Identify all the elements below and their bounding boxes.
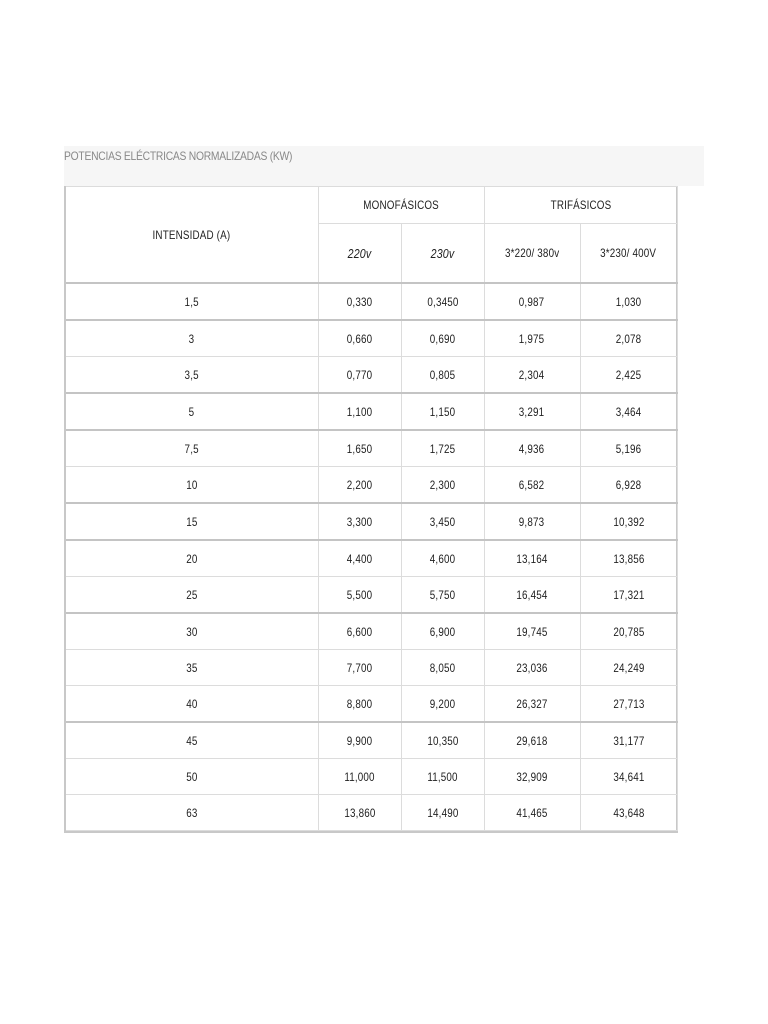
cell-400v-value: 31,177 [612,733,645,748]
cell-380v-value: 26,327 [516,696,548,711]
cell-220v [318,577,401,614]
cell-230v [401,283,484,320]
table-row [65,722,677,759]
header-230v-label: 230v [430,245,455,261]
cell-220v [318,650,401,686]
header-monofasicos [318,187,484,224]
cell-380v [484,613,580,650]
cell-380v [484,722,580,759]
cell-400v [580,357,677,394]
cell-380v [484,430,580,467]
cell-400v-value: 34,641 [612,769,645,784]
table-row [65,430,677,467]
cell-230v-value: 10,350 [426,733,459,748]
cell-380v [484,283,580,320]
cell-intensidad [65,613,318,650]
cell-400v [580,467,677,504]
cell-400v [580,393,677,430]
cell-220v-value: 4,400 [346,551,373,566]
cell-380v-value: 2,304 [519,367,545,382]
header-380v [484,224,580,284]
cell-intensidad [65,393,318,430]
cell-400v-value: 27,713 [612,696,645,711]
cell-400v-value: 17,321 [612,587,645,602]
cell-220v [318,540,401,577]
cell-400v [580,686,677,723]
cell-220v-value: 7,700 [346,660,373,675]
cell-intensidad-value: 63 [186,805,198,820]
cell-intensidad [65,503,318,540]
table-caption-bar [64,146,704,186]
cell-230v [401,722,484,759]
table-row [65,357,677,394]
table-row [65,613,677,650]
table-caption: POTENCIAS ELÉCTRICAS NORMALIZADAS (KW) [64,149,293,163]
cell-intensidad [65,577,318,614]
cell-400v-value: 20,785 [612,624,645,639]
cell-380v [484,320,580,357]
cell-230v [401,540,484,577]
cell-400v [580,759,677,795]
cell-intensidad [65,650,318,686]
cell-intensidad [65,357,318,394]
cell-230v [401,577,484,614]
header-intensidad [65,187,318,284]
cell-380v-value: 23,036 [516,660,548,675]
cell-intensidad-value: 3 [188,331,195,346]
cell-220v [318,467,401,504]
cell-230v-value: 0,690 [429,331,456,346]
cell-intensidad-value: 15 [186,514,198,529]
cell-230v [401,357,484,394]
cell-380v [484,357,580,394]
cell-230v-value: 2,300 [429,477,456,492]
cell-intensidad-value: 25 [186,587,198,602]
cell-400v-value: 1,030 [615,294,642,309]
cell-230v [401,613,484,650]
cell-380v [484,467,580,504]
cell-intensidad-value: 3,5 [184,367,199,382]
cell-intensidad-value: 5 [188,404,195,419]
header-220v-label: 220v [347,245,372,261]
cell-380v [484,795,580,831]
cell-400v [580,283,677,320]
cell-400v-value: 24,249 [612,660,645,675]
cell-400v-value: 2,078 [615,331,642,346]
cell-intensidad-value: 30 [186,624,198,639]
cell-220v-value: 2,200 [346,477,373,492]
cell-400v-value: 13,856 [612,551,645,566]
table-row [65,795,677,831]
cell-400v [580,503,677,540]
cell-230v [401,650,484,686]
cell-intensidad [65,540,318,577]
cell-220v-value: 1,650 [346,441,373,456]
cell-intensidad [65,759,318,795]
header-trifasicos-label: TRIFÁSICOS [550,198,611,212]
cell-380v [484,650,580,686]
cell-380v-value: 3,291 [519,404,545,419]
cell-230v [401,320,484,357]
header-380v-label: 3*220/ 380v [504,246,560,260]
cell-230v-value: 9,200 [429,696,456,711]
cell-220v-value: 9,900 [346,733,373,748]
cell-intensidad-value: 1,5 [184,294,199,309]
cell-400v [580,320,677,357]
cell-400v-value: 6,928 [615,477,642,492]
cell-230v [401,393,484,430]
table-row [65,503,677,540]
cell-380v-value: 19,745 [516,624,548,639]
cell-380v [484,759,580,795]
cell-380v [484,540,580,577]
cell-intensidad-value: 20 [186,551,198,566]
header-row-groups [65,187,677,224]
cell-230v-value: 11,500 [427,769,458,784]
cell-230v-value: 1,725 [429,441,456,456]
cell-intensidad-value: 10 [186,477,198,492]
cell-380v-value: 9,873 [519,514,545,529]
cell-400v-value: 43,648 [612,805,645,820]
cell-220v-value: 8,800 [346,696,373,711]
header-230v [401,224,484,284]
table-row [65,759,677,795]
cell-230v-value: 3,450 [429,514,456,529]
cell-220v-value: 3,300 [346,514,373,529]
cell-400v-value: 2,425 [615,367,642,382]
cell-220v [318,430,401,467]
cell-230v [401,686,484,723]
cell-intensidad-value: 7,5 [184,441,199,456]
cell-intensidad-value: 35 [186,660,198,675]
cell-400v-value: 5,196 [615,441,642,456]
header-intensidad-label: INTENSIDAD (A) [152,227,231,242]
cell-400v [580,540,677,577]
cell-400v [580,722,677,759]
table-row [65,540,677,577]
cell-220v [318,503,401,540]
cell-230v-value: 5,750 [429,587,456,602]
cell-380v-value: 29,618 [516,733,548,748]
cell-220v-value: 0,330 [346,294,373,309]
cell-230v [401,795,484,831]
table-row [65,577,677,614]
cell-220v-value: 0,770 [346,367,373,382]
cell-380v-value: 6,582 [519,477,545,492]
header-400v-label: 3*230/ 400V [600,246,657,260]
cell-400v [580,795,677,831]
cell-220v [318,283,401,320]
cell-intensidad [65,467,318,504]
cell-220v-value: 0,660 [346,331,373,346]
cell-380v [484,686,580,723]
cell-400v [580,613,677,650]
cell-230v-value: 1,150 [429,404,456,419]
cell-380v [484,503,580,540]
table-row [65,686,677,723]
cell-intensidad [65,283,318,320]
cell-intensidad-value: 50 [186,769,198,784]
cell-380v-value: 13,164 [516,551,548,566]
cell-220v-value: 11,000 [344,769,375,784]
cell-intensidad [65,430,318,467]
header-400v [580,224,677,284]
cell-220v-value: 1,100 [346,404,373,419]
cell-220v [318,320,401,357]
cell-220v-value: 6,600 [346,624,373,639]
cell-400v [580,430,677,467]
cell-380v-value: 0,987 [519,294,545,309]
table-row [65,393,677,430]
cell-380v-value: 41,465 [516,805,548,820]
cell-230v [401,503,484,540]
cell-220v-value: 13,860 [343,805,376,820]
table-row [65,283,677,320]
table-row [65,320,677,357]
cell-230v-value: 14,490 [426,805,459,820]
power-table [64,186,678,831]
cell-intensidad [65,795,318,831]
cell-220v [318,357,401,394]
cell-intensidad [65,722,318,759]
cell-380v-value: 4,936 [519,441,545,456]
cell-380v [484,393,580,430]
cell-intensidad-value: 40 [186,696,198,711]
cell-220v [318,795,401,831]
cell-220v [318,613,401,650]
cell-380v-value: 1,975 [519,331,545,346]
cell-intensidad [65,320,318,357]
cell-220v [318,686,401,723]
power-table-wrapper [64,186,678,833]
header-220v [318,224,401,284]
cell-230v [401,759,484,795]
cell-400v-value: 10,392 [612,514,645,529]
cell-220v [318,759,401,795]
cell-400v [580,650,677,686]
cell-230v [401,467,484,504]
cell-220v [318,393,401,430]
header-trifasicos [484,187,677,224]
cell-380v-value: 16,454 [516,587,548,602]
cell-220v-value: 5,500 [346,587,373,602]
table-row [65,650,677,686]
cell-230v-value: 0,3450 [426,294,459,309]
cell-230v-value: 8,050 [429,660,456,675]
table-row [65,467,677,504]
header-monofasicos-label: MONOFÁSICOS [363,198,439,212]
cell-230v-value: 6,900 [429,624,456,639]
cell-230v [401,430,484,467]
cell-220v [318,722,401,759]
cell-230v-value: 4,600 [429,551,456,566]
cell-380v [484,577,580,614]
cell-230v-value: 0,805 [429,367,456,382]
cell-intensidad [65,686,318,723]
cell-intensidad-value: 45 [186,733,198,748]
cell-380v-value: 32,909 [516,769,548,784]
cell-400v-value: 3,464 [615,404,642,419]
cell-400v [580,577,677,614]
